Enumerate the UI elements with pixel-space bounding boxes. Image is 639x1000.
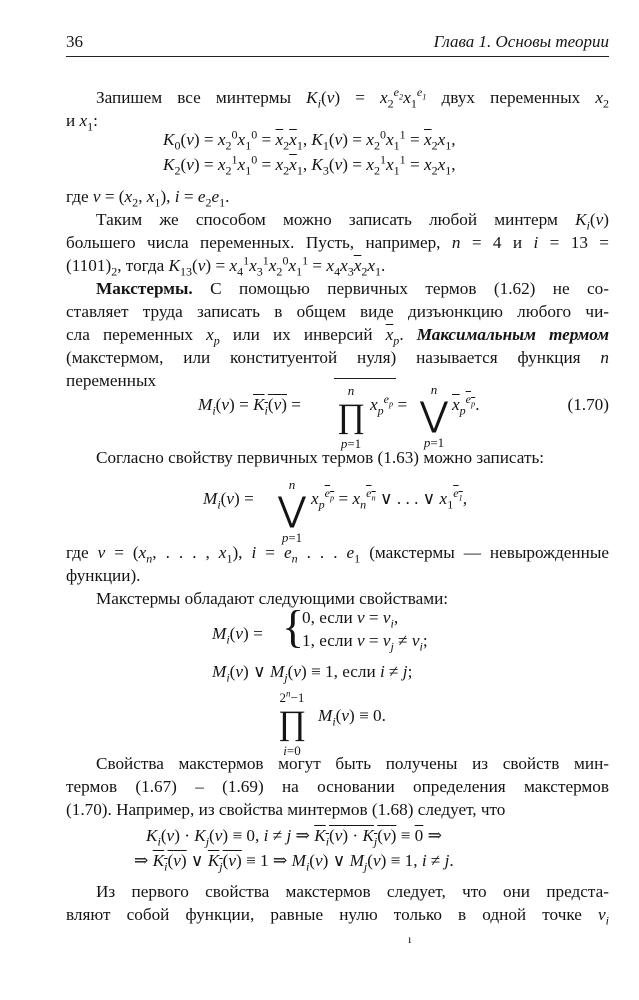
where-clause-1: где $\nu = (x_2$, $x_1$), $i = e_2e_1$. xyxy=(66,187,230,210)
equation-1-70-term-2: $\overline{x}_p^{e_p}$. xyxy=(452,392,480,418)
where-clause-2-end: функции). xyxy=(66,566,141,585)
equation-maxterm-disjunction-rhs: $x_p^{e_p} = x_n^{e_n}$ ∨ . . . ∨ $x_1^{e_1}$, xyxy=(311,486,468,512)
equation-derivation-a: $K_i(\nu) \cdot K_j(\nu) \equiv 0$, i ≠ j ⇒ $K_i(\nu) \cdot K_j(\nu) \equiv 0$ ⇒ xyxy=(146,826,442,849)
property-1-case-a: 0, если $\nu = \nu_i$, xyxy=(302,608,399,631)
product-operator-2: $2^n-1$ ∏ i=0 xyxy=(278,688,306,759)
paragraph-6-line-3: (1.70). Например, из свойства минтермов (1.68) следует, что xyxy=(66,800,506,819)
chapter-title: Глава 1. Основы теории xyxy=(433,32,609,51)
paragraph-3-line-3: сла переменных $x_p$ или их инверсий $\overline{x}_p$. Максимальным термом xyxy=(66,325,609,348)
equation-number: (1.70) xyxy=(567,395,609,414)
equation-1-70-term: $x_p^{e_p}$ = xyxy=(370,392,408,418)
paragraph-2-line-1: Таким же способом можно записать любой минтерм $K_i(\nu)$ xyxy=(96,210,609,233)
property-2: $M_i(\nu)$ ∨ $M_j(\nu) \equiv 1$, если i ≠ j; xyxy=(212,662,413,685)
paragraph-3-line-1: Макстермы. С помощью первичных термов (1.62) не со- xyxy=(96,279,609,298)
running-head xyxy=(66,30,609,57)
paragraph-4: Согласно свойству первичных термов (1.63) можно записать: xyxy=(96,448,545,467)
equation-minterms-b: $K_2(\nu) = x_2^1x_1^0 = x_2\overline{x}_1$, $K_3(\nu) = x_2^1x_1^1 = x_2x_1$, xyxy=(163,152,456,178)
property-1-case-b: 1, если $\nu = \nu_j \ne \nu_i$; xyxy=(302,631,428,654)
paragraph-5: Макстермы обладают следующими свойствами: xyxy=(96,589,449,608)
paragraph-3-line-4: (макстермом, или конституентой нуля) называется функция n xyxy=(66,348,609,367)
paragraph-1-line-1: Запишем все минтермы $K_i(\nu) = x_2^{e_2}x_1^{e_1}$ двух переменных $x_2$ xyxy=(96,85,609,111)
equation-derivation-b: ⇒ $K_i(\nu)$ ∨ $K_j(\nu) \equiv 1$ ⇒ $M_i(\nu)$ ∨ $M_j(\nu) \equiv 1$, i ≠ j. xyxy=(134,851,454,874)
left-brace: { xyxy=(282,601,305,652)
paragraph-1-line-2: и $x_1$: xyxy=(66,111,98,134)
disjunction-operator-2: n ⋁ p=1 xyxy=(278,477,306,546)
paragraph-3-line-5: переменных xyxy=(66,371,157,390)
disjunction-operator: n ⋁ p=1 xyxy=(420,382,448,451)
property-3: $M_i(\nu) \equiv 0$. xyxy=(318,706,386,729)
paragraph-7-line-1: Из первого свойства макстермов следует, что они предста- xyxy=(96,882,609,901)
paragraph-6-line-1: Свойства макстермов могут быть получены из свойств мин- xyxy=(96,754,609,773)
paragraph-7-line-2: вляют собой функции, равные нулю только в одной точке $\nu_i$ xyxy=(66,905,609,928)
paragraph-3-line-2: ставляет труда записать в общем виде дизъюнкцию любого чи- xyxy=(66,302,609,321)
paragraph-2-line-2: большего числа переменных. Пусть, например, n = 4 и i = 13 = xyxy=(66,233,609,252)
property-1-lhs: $M_i(\nu)$ = xyxy=(212,624,263,647)
product-operator: n ∏ p=1 xyxy=(336,378,366,456)
equation-maxterm-disjunction: $M_i(\nu)$ = xyxy=(203,489,254,512)
paragraph-6-line-2: термов (1.67) – (1.69) на основании определения макстермов xyxy=(66,777,609,796)
section-heading-maxterms: Макстермы. xyxy=(96,279,193,298)
print-mark: ı xyxy=(408,932,412,946)
equation-minterms-a: $K_0(\nu) = x_2^0x_1^0 = \overline{x}_2\overline{x}_1$, $K_1(\nu) = x_2^0x_1^1 = \overline{x}_2x_1$, xyxy=(163,127,456,153)
term-definition: Максимальным термом xyxy=(416,325,609,344)
where-clause-2: где $\nu = (x_n$, . . . , $x_1$), $i = e_n$ . . . $e_1$ (макстермы — невырожденные xyxy=(66,543,610,566)
equation-1-70: $M_i(\nu) = K_i(\nu)$ = xyxy=(198,395,301,418)
paragraph-2-line-3: $(1101)_2$, тогда $K_{13}(\nu) = x_4^1x_3^1x_2^0x_1^1 = x_4x_3\overline{x}_2x_1$. xyxy=(66,253,386,279)
page-number: 36 xyxy=(66,32,83,51)
